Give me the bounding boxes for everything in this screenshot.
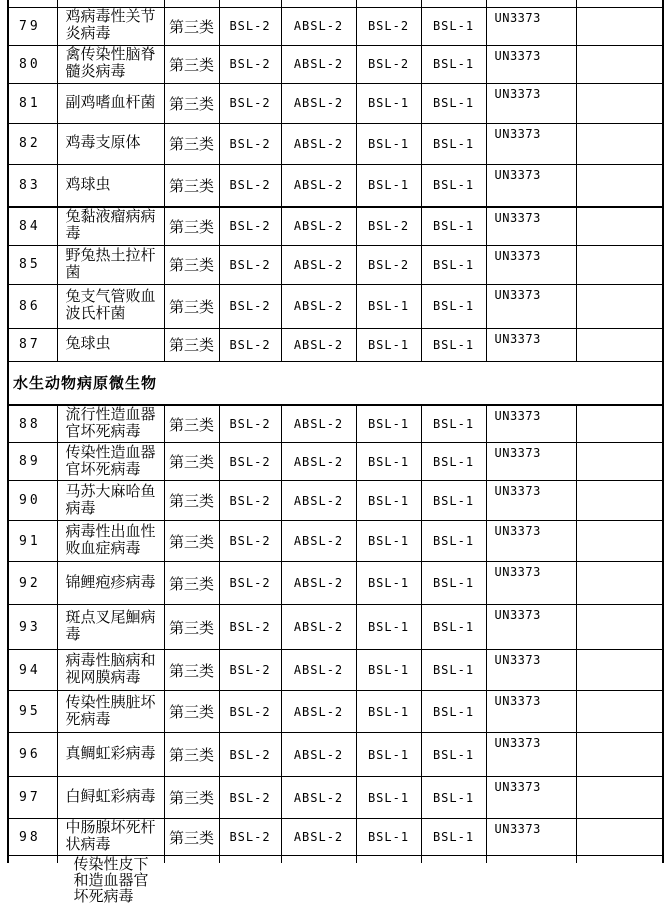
cell-bsl xyxy=(219,0,281,7)
cell-absl: ABSL-2 xyxy=(281,164,356,207)
table-row xyxy=(8,207,663,245)
cell-un-code: UN3373 xyxy=(486,691,576,733)
cell-bsl-alt-2: BSL-1 xyxy=(421,45,486,83)
cell-bsl-alt-2 xyxy=(421,0,486,7)
section-header-row xyxy=(8,361,663,405)
cell-number: 82 xyxy=(8,123,57,164)
cell-pathogen-name: 兔球虫 xyxy=(57,328,164,361)
cell-bsl: BSL-2 xyxy=(219,245,281,284)
cell-absl: ABSL-2 xyxy=(281,245,356,284)
table-row xyxy=(8,819,663,856)
cell-bsl-alt-2: BSL-1 xyxy=(421,481,486,521)
cell-un-code: UN3373 xyxy=(486,605,576,650)
cell-number: 98 xyxy=(8,819,57,856)
cell-un-code: UN3373 xyxy=(486,733,576,777)
cell-category: 第三类 xyxy=(164,481,219,521)
cell-bsl-alt-1: BSL-2 xyxy=(356,7,421,45)
table-row xyxy=(8,284,663,328)
table-row xyxy=(8,733,663,777)
cell-blank xyxy=(576,481,663,521)
cell-category: 第三类 xyxy=(164,7,219,45)
cell-bsl-alt-2: BSL-1 xyxy=(421,562,486,605)
table-row xyxy=(8,605,663,650)
cell-bsl: BSL-2 xyxy=(219,83,281,123)
cell-absl xyxy=(281,0,356,7)
cell-bsl: BSL-2 xyxy=(219,691,281,733)
table-row xyxy=(8,245,663,284)
cell-un-code: UN3373 xyxy=(486,245,576,284)
cell-number xyxy=(8,0,57,7)
cell-blank xyxy=(576,45,663,83)
pathogen-table-body xyxy=(8,0,663,905)
cell-pathogen-name: 真鲷虹彩病毒 xyxy=(57,733,164,777)
cell-bsl-alt-2: BSL-1 xyxy=(421,819,486,856)
cell-number: 84 xyxy=(8,207,57,245)
cell-bsl-alt-1: BSL-2 xyxy=(356,207,421,245)
cell-pathogen-name: 流行性造血器官坏死病毒 xyxy=(57,405,164,443)
cell-bsl: BSL-2 xyxy=(219,405,281,443)
cell-category: 第三类 xyxy=(164,777,219,819)
cell-absl: ABSL-2 xyxy=(281,605,356,650)
cell-pathogen-name: 马苏大麻哈鱼病毒 xyxy=(57,481,164,521)
cell-blank xyxy=(576,245,663,284)
cell-bsl-alt-1: BSL-1 xyxy=(356,650,421,691)
cell-pathogen-name: 鸡球虫 xyxy=(57,164,164,207)
cell-pathogen-name: 鸡毒支原体 xyxy=(57,123,164,164)
cell-bsl-alt-2 xyxy=(421,856,486,864)
cell-absl: ABSL-2 xyxy=(281,691,356,733)
cell-absl: ABSL-2 xyxy=(281,7,356,45)
cell-bsl: BSL-2 xyxy=(219,777,281,819)
cell-absl: ABSL-2 xyxy=(281,284,356,328)
cell-category: 第三类 xyxy=(164,650,219,691)
cell-un-code: UN3373 xyxy=(486,650,576,691)
cell-number: 91 xyxy=(8,521,57,562)
cell-bsl-alt-1: BSL-1 xyxy=(356,819,421,856)
cell-blank xyxy=(576,7,663,45)
cell-number: 81 xyxy=(8,83,57,123)
cell-number xyxy=(8,856,57,864)
cell-category: 第三类 xyxy=(164,123,219,164)
cell-bsl-alt-1: BSL-1 xyxy=(356,777,421,819)
cell-category: 第三类 xyxy=(164,443,219,481)
cell-blank xyxy=(576,83,663,123)
cell-number: 96 xyxy=(8,733,57,777)
cell-bsl: BSL-2 xyxy=(219,481,281,521)
table-row xyxy=(8,521,663,562)
cell-bsl: BSL-2 xyxy=(219,328,281,361)
cell-bsl-alt-2: BSL-1 xyxy=(421,284,486,328)
cell-absl: ABSL-2 xyxy=(281,405,356,443)
cell-un-code: UN3373 xyxy=(486,819,576,856)
cell-bsl: BSL-2 xyxy=(219,562,281,605)
cell-pathogen-name: 副鸡嗜血杆菌 xyxy=(57,83,164,123)
cell-un-code xyxy=(486,0,576,7)
cell-category: 第三类 xyxy=(164,284,219,328)
cell-bsl-alt-1 xyxy=(356,856,421,864)
cell-bsl-alt-2: BSL-1 xyxy=(421,443,486,481)
cell-bsl-alt-1: BSL-1 xyxy=(356,443,421,481)
cell-number: 83 xyxy=(8,164,57,207)
clipped-row-top xyxy=(8,0,663,7)
cell-absl: ABSL-2 xyxy=(281,650,356,691)
cell-un-code: UN3373 xyxy=(486,284,576,328)
cell-un-code: UN3373 xyxy=(486,328,576,361)
table-row xyxy=(8,328,663,361)
cell-bsl-alt-2: BSL-1 xyxy=(421,605,486,650)
cell-category: 第三类 xyxy=(164,691,219,733)
cell-category xyxy=(164,856,219,864)
cell-bsl-alt-2: BSL-1 xyxy=(421,328,486,361)
cell-blank xyxy=(576,856,663,864)
table-row xyxy=(8,7,663,45)
cell-absl: ABSL-2 xyxy=(281,45,356,83)
cell-bsl: BSL-2 xyxy=(219,733,281,777)
cell-bsl-alt-1: BSL-1 xyxy=(356,691,421,733)
table-row xyxy=(8,777,663,819)
cell-pathogen-name: 病毒性出血性败血症病毒 xyxy=(57,521,164,562)
cell-absl xyxy=(281,856,356,864)
cell-pathogen-name: 兔黏液瘤病病毒 xyxy=(57,207,164,245)
cell-un-code: UN3373 xyxy=(486,521,576,562)
cell-bsl: BSL-2 xyxy=(219,284,281,328)
cell-bsl-alt-2: BSL-1 xyxy=(421,733,486,777)
cell-pathogen-name: 中肠腺坏死杆状病毒 xyxy=(57,819,164,856)
cell-number: 97 xyxy=(8,777,57,819)
cell-un-code: UN3373 xyxy=(486,83,576,123)
cell-absl: ABSL-2 xyxy=(281,481,356,521)
cell-un-code: UN3373 xyxy=(486,481,576,521)
cell-bsl-alt-1: BSL-1 xyxy=(356,405,421,443)
cell-bsl: BSL-2 xyxy=(219,605,281,650)
cell-number: 92 xyxy=(8,562,57,605)
cell-bsl-alt-1: BSL-1 xyxy=(356,605,421,650)
table-row xyxy=(8,562,663,605)
cell-bsl xyxy=(219,856,281,864)
cell-pathogen-name: 兔支气管败血波氏杆菌 xyxy=(57,284,164,328)
cell-bsl: BSL-2 xyxy=(219,819,281,856)
cell-category: 第三类 xyxy=(164,83,219,123)
table-row xyxy=(8,164,663,207)
cell-bsl-alt-1 xyxy=(356,0,421,7)
cell-un-code: UN3373 xyxy=(486,207,576,245)
cell-bsl-alt-2: BSL-1 xyxy=(421,521,486,562)
cell-category: 第三类 xyxy=(164,605,219,650)
cell-bsl-alt-2: BSL-1 xyxy=(421,164,486,207)
cell-category: 第三类 xyxy=(164,328,219,361)
cell-un-code: UN3373 xyxy=(486,562,576,605)
cell-blank xyxy=(576,691,663,733)
cell-blank xyxy=(576,605,663,650)
cell-bsl: BSL-2 xyxy=(219,123,281,164)
cell-category: 第三类 xyxy=(164,521,219,562)
cell-bsl-alt-2: BSL-1 xyxy=(421,777,486,819)
cell-number: 85 xyxy=(8,245,57,284)
cell-absl: ABSL-2 xyxy=(281,777,356,819)
cell-un-code: UN3373 xyxy=(486,45,576,83)
cell-number: 86 xyxy=(8,284,57,328)
cell-un-code: UN3373 xyxy=(486,123,576,164)
cell-un-code: UN3373 xyxy=(486,777,576,819)
cell-pathogen-name: 锦鲤疱疹病毒 xyxy=(57,562,164,605)
cell-bsl-alt-1: BSL-1 xyxy=(356,733,421,777)
cell-category xyxy=(164,0,219,7)
cell-bsl-alt-2: BSL-1 xyxy=(421,650,486,691)
cell-category: 第三类 xyxy=(164,819,219,856)
cell-bsl-alt-1: BSL-1 xyxy=(356,481,421,521)
cell-category: 第三类 xyxy=(164,207,219,245)
cell-bsl-alt-1: BSL-1 xyxy=(356,328,421,361)
cell-absl: ABSL-2 xyxy=(281,733,356,777)
cell-category: 第三类 xyxy=(164,405,219,443)
cell-bsl-alt-2: BSL-1 xyxy=(421,7,486,45)
cell-bsl-alt-2: BSL-1 xyxy=(421,207,486,245)
cell-blank xyxy=(576,284,663,328)
cell-number: 80 xyxy=(8,45,57,83)
table-row xyxy=(8,650,663,691)
cell-pathogen-name: 禽传染性脑脊髓炎病毒 xyxy=(57,45,164,83)
cell-absl: ABSL-2 xyxy=(281,443,356,481)
cell-blank xyxy=(576,164,663,207)
cell-blank xyxy=(576,733,663,777)
section-header: 水生动物病原微生物 xyxy=(8,361,663,405)
cell-blank xyxy=(576,650,663,691)
cell-pathogen-name: 野兔热土拉杆菌 xyxy=(57,245,164,284)
cell-absl: ABSL-2 xyxy=(281,328,356,361)
cell-bsl: BSL-2 xyxy=(219,164,281,207)
cell-bsl-alt-1: BSL-2 xyxy=(356,245,421,284)
cell-bsl-alt-2: BSL-1 xyxy=(421,245,486,284)
cell-number: 87 xyxy=(8,328,57,361)
clipped-pathogen-name: 传染性皮下和造血器官坏死病毒 xyxy=(73,857,149,905)
table-row xyxy=(8,443,663,481)
cell-pathogen-name: 病毒性脑病和视网膜病毒 xyxy=(57,650,164,691)
cell-bsl: BSL-2 xyxy=(219,443,281,481)
cell-bsl: BSL-2 xyxy=(219,45,281,83)
table-row xyxy=(8,405,663,443)
cell-absl: ABSL-2 xyxy=(281,819,356,856)
cell-pathogen-name xyxy=(57,856,164,905)
table-row xyxy=(8,481,663,521)
cell-bsl-alt-1: BSL-1 xyxy=(356,284,421,328)
cell-absl: ABSL-2 xyxy=(281,562,356,605)
cell-number: 94 xyxy=(8,650,57,691)
cell-pathogen-name: 白鲟虹彩病毒 xyxy=(57,777,164,819)
cell-blank xyxy=(576,405,663,443)
cell-absl: ABSL-2 xyxy=(281,207,356,245)
cell-category: 第三类 xyxy=(164,245,219,284)
cell-un-code: UN3373 xyxy=(486,7,576,45)
cell-un-code: UN3373 xyxy=(486,164,576,207)
cell-pathogen-name: 传染性造血器官坏死病毒 xyxy=(57,443,164,481)
cell-number: 89 xyxy=(8,443,57,481)
cell-blank xyxy=(576,0,663,7)
cell-blank xyxy=(576,123,663,164)
cell-category: 第三类 xyxy=(164,733,219,777)
cell-absl: ABSL-2 xyxy=(281,83,356,123)
cell-bsl: BSL-2 xyxy=(219,7,281,45)
cell-bsl-alt-2: BSL-1 xyxy=(421,405,486,443)
cell-bsl: BSL-2 xyxy=(219,521,281,562)
cell-blank xyxy=(576,443,663,481)
cell-un-code: UN3373 xyxy=(486,443,576,481)
cell-number: 90 xyxy=(8,481,57,521)
cell-number: 93 xyxy=(8,605,57,650)
cell-pathogen-name: 鸡病毒性关节炎病毒 xyxy=(57,7,164,45)
cell-category: 第三类 xyxy=(164,562,219,605)
cell-number: 95 xyxy=(8,691,57,733)
cell-un-code xyxy=(486,856,576,864)
cell-number: 88 xyxy=(8,405,57,443)
cell-bsl-alt-1: BSL-1 xyxy=(356,123,421,164)
cell-bsl-alt-1: BSL-1 xyxy=(356,83,421,123)
cell-bsl: BSL-2 xyxy=(219,207,281,245)
table-row xyxy=(8,45,663,83)
cell-bsl-alt-1: BSL-1 xyxy=(356,521,421,562)
cell-bsl-alt-1: BSL-2 xyxy=(356,45,421,83)
clipped-row-bottom xyxy=(8,856,663,864)
cell-absl: ABSL-2 xyxy=(281,123,356,164)
pathogen-table xyxy=(7,0,664,905)
cell-blank xyxy=(576,328,663,361)
cell-category: 第三类 xyxy=(164,45,219,83)
cell-un-code: UN3373 xyxy=(486,405,576,443)
cell-number: 79 xyxy=(8,7,57,45)
cell-blank xyxy=(576,562,663,605)
cell-category: 第三类 xyxy=(164,164,219,207)
cell-bsl: BSL-2 xyxy=(219,650,281,691)
cell-bsl-alt-2: BSL-1 xyxy=(421,123,486,164)
cell-bsl-alt-2: BSL-1 xyxy=(421,691,486,733)
cell-blank xyxy=(576,521,663,562)
cell-blank xyxy=(576,777,663,819)
table-row xyxy=(8,123,663,164)
cell-blank xyxy=(576,819,663,856)
cell-pathogen-name: 斑点叉尾鮰病毒 xyxy=(57,605,164,650)
table-row xyxy=(8,83,663,123)
cell-absl: ABSL-2 xyxy=(281,521,356,562)
table-row xyxy=(8,691,663,733)
cell-blank xyxy=(576,207,663,245)
cell-bsl-alt-1: BSL-1 xyxy=(356,164,421,207)
cell-bsl-alt-2: BSL-1 xyxy=(421,83,486,123)
cell-pathogen-name: 传染性胰脏坏死病毒 xyxy=(57,691,164,733)
cell-pathogen-name xyxy=(57,0,164,7)
cell-bsl-alt-1: BSL-1 xyxy=(356,562,421,605)
